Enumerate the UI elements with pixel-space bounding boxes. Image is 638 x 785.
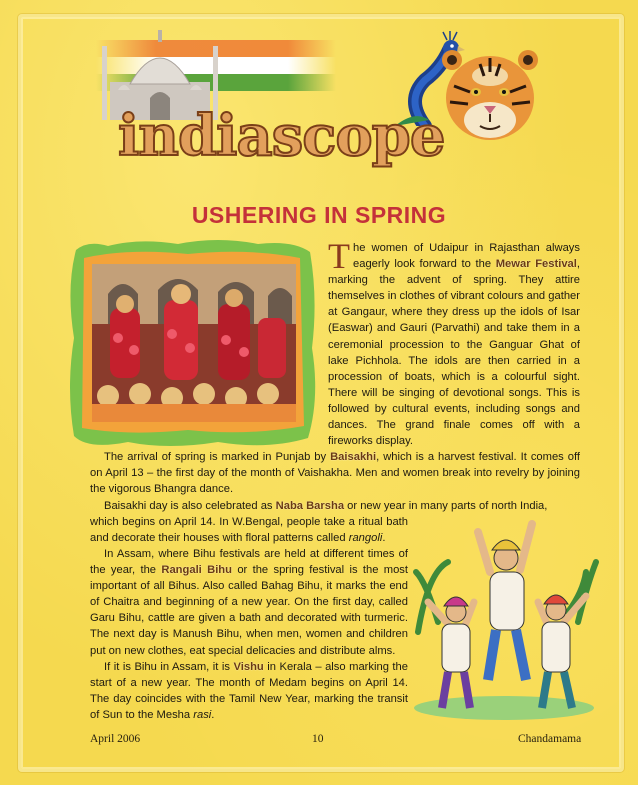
bhangra-dancers-illustration: [408, 512, 600, 720]
vishu-paragraph: [90, 659, 408, 723]
mewar-festival-highlight: Mewar Festival: [495, 258, 577, 271]
vishu-text-end: .: [211, 709, 215, 722]
vishu-highlight: Vishu: [233, 661, 264, 673]
bihu-paragraph: [90, 546, 408, 659]
footer-publication: Chandamama: [518, 733, 582, 745]
tiger-illustration: [440, 46, 538, 144]
baisakhi-paragraph: [90, 449, 580, 497]
baisakhi-text: The arrival of spring is marked in Punjab by: [104, 451, 331, 463]
vishu-text-cont: in Kerala – also marking the start of a new year. The month of Medam begins on April 14. The day coincides with the Tamil New Year, marking the transit of Sun to the Mesha: [90, 661, 408, 722]
bengal-text-end: .: [382, 532, 386, 545]
article-title: USHERING IN SPRING: [191, 202, 447, 228]
naba-barsha-highlight: Naba Barsha: [275, 500, 345, 512]
naba-barsha-text: Baisakhi day is also celebrated as: [104, 500, 276, 512]
dropcap: T: [328, 236, 350, 276]
naba-barsha-paragraph-cont: [90, 514, 408, 546]
indiascope-logo: indiascope: [118, 103, 445, 169]
festival-procession-photo: [68, 238, 316, 448]
rangali-bihu-highlight: Rangali Bihu: [161, 564, 232, 577]
rasi-term: rasi: [193, 709, 212, 722]
footer-date: April 2006: [90, 733, 141, 745]
naba-barsha-text-cont: or new year in many parts of north India,: [344, 500, 548, 512]
baisakhi-highlight: Baisakhi: [330, 451, 377, 463]
footer-page-number: 10: [312, 733, 324, 745]
rangoli-term: rangoli: [348, 532, 383, 545]
intro-text-cont: , marking the advent of spring. They attire themselves in clothes of vibrant colours and gather at Gangaur, where they dress up the idols of Isar (Easwar) and Gauri (Parvathi) and take them in a ceremonial procession to the Ganguar Ghat of lake Pichhola. The idols are then carried in a procession of boats, which is a colourful sight. There will be singing of devotional songs. This is followed by cultural events, including songs and dances. The grand finale comes off with a fireworks display.: [328, 258, 580, 448]
bihu-text-cont: or the spring festival is the most important of all Bihus. Also called Bahag Bihu, it marks the end of Chaitra and beginning of a new year. On the first day, called Garu Bihu, cattle are given a bath and decorated with turmeric. The next day is Manush Bihu, when men, women and children put on new clothes, eat special delicacies and distribute alms.: [90, 564, 409, 657]
bengal-text: which begins on April 14. In W.Bengal, people take a ritual bath and decorate their houses with floral patterns called: [90, 516, 408, 545]
vishu-text: If it is Bihu in Assam, it is: [104, 661, 234, 673]
baisakhi-text-cont: , which is a harvest festival. It comes off on April 13 – the first day of the month of Vaishakha. Men and women break into revelry by joining the vigorous Bhangra dance.: [90, 451, 580, 496]
intro-text: he women of Udaipur in Rajasthan always eagerly look forward to the: [353, 242, 580, 271]
bihu-text: In Assam, where Bihu festivals are held at different times of the year, the: [90, 548, 408, 577]
intro-paragraph: [328, 236, 580, 449]
